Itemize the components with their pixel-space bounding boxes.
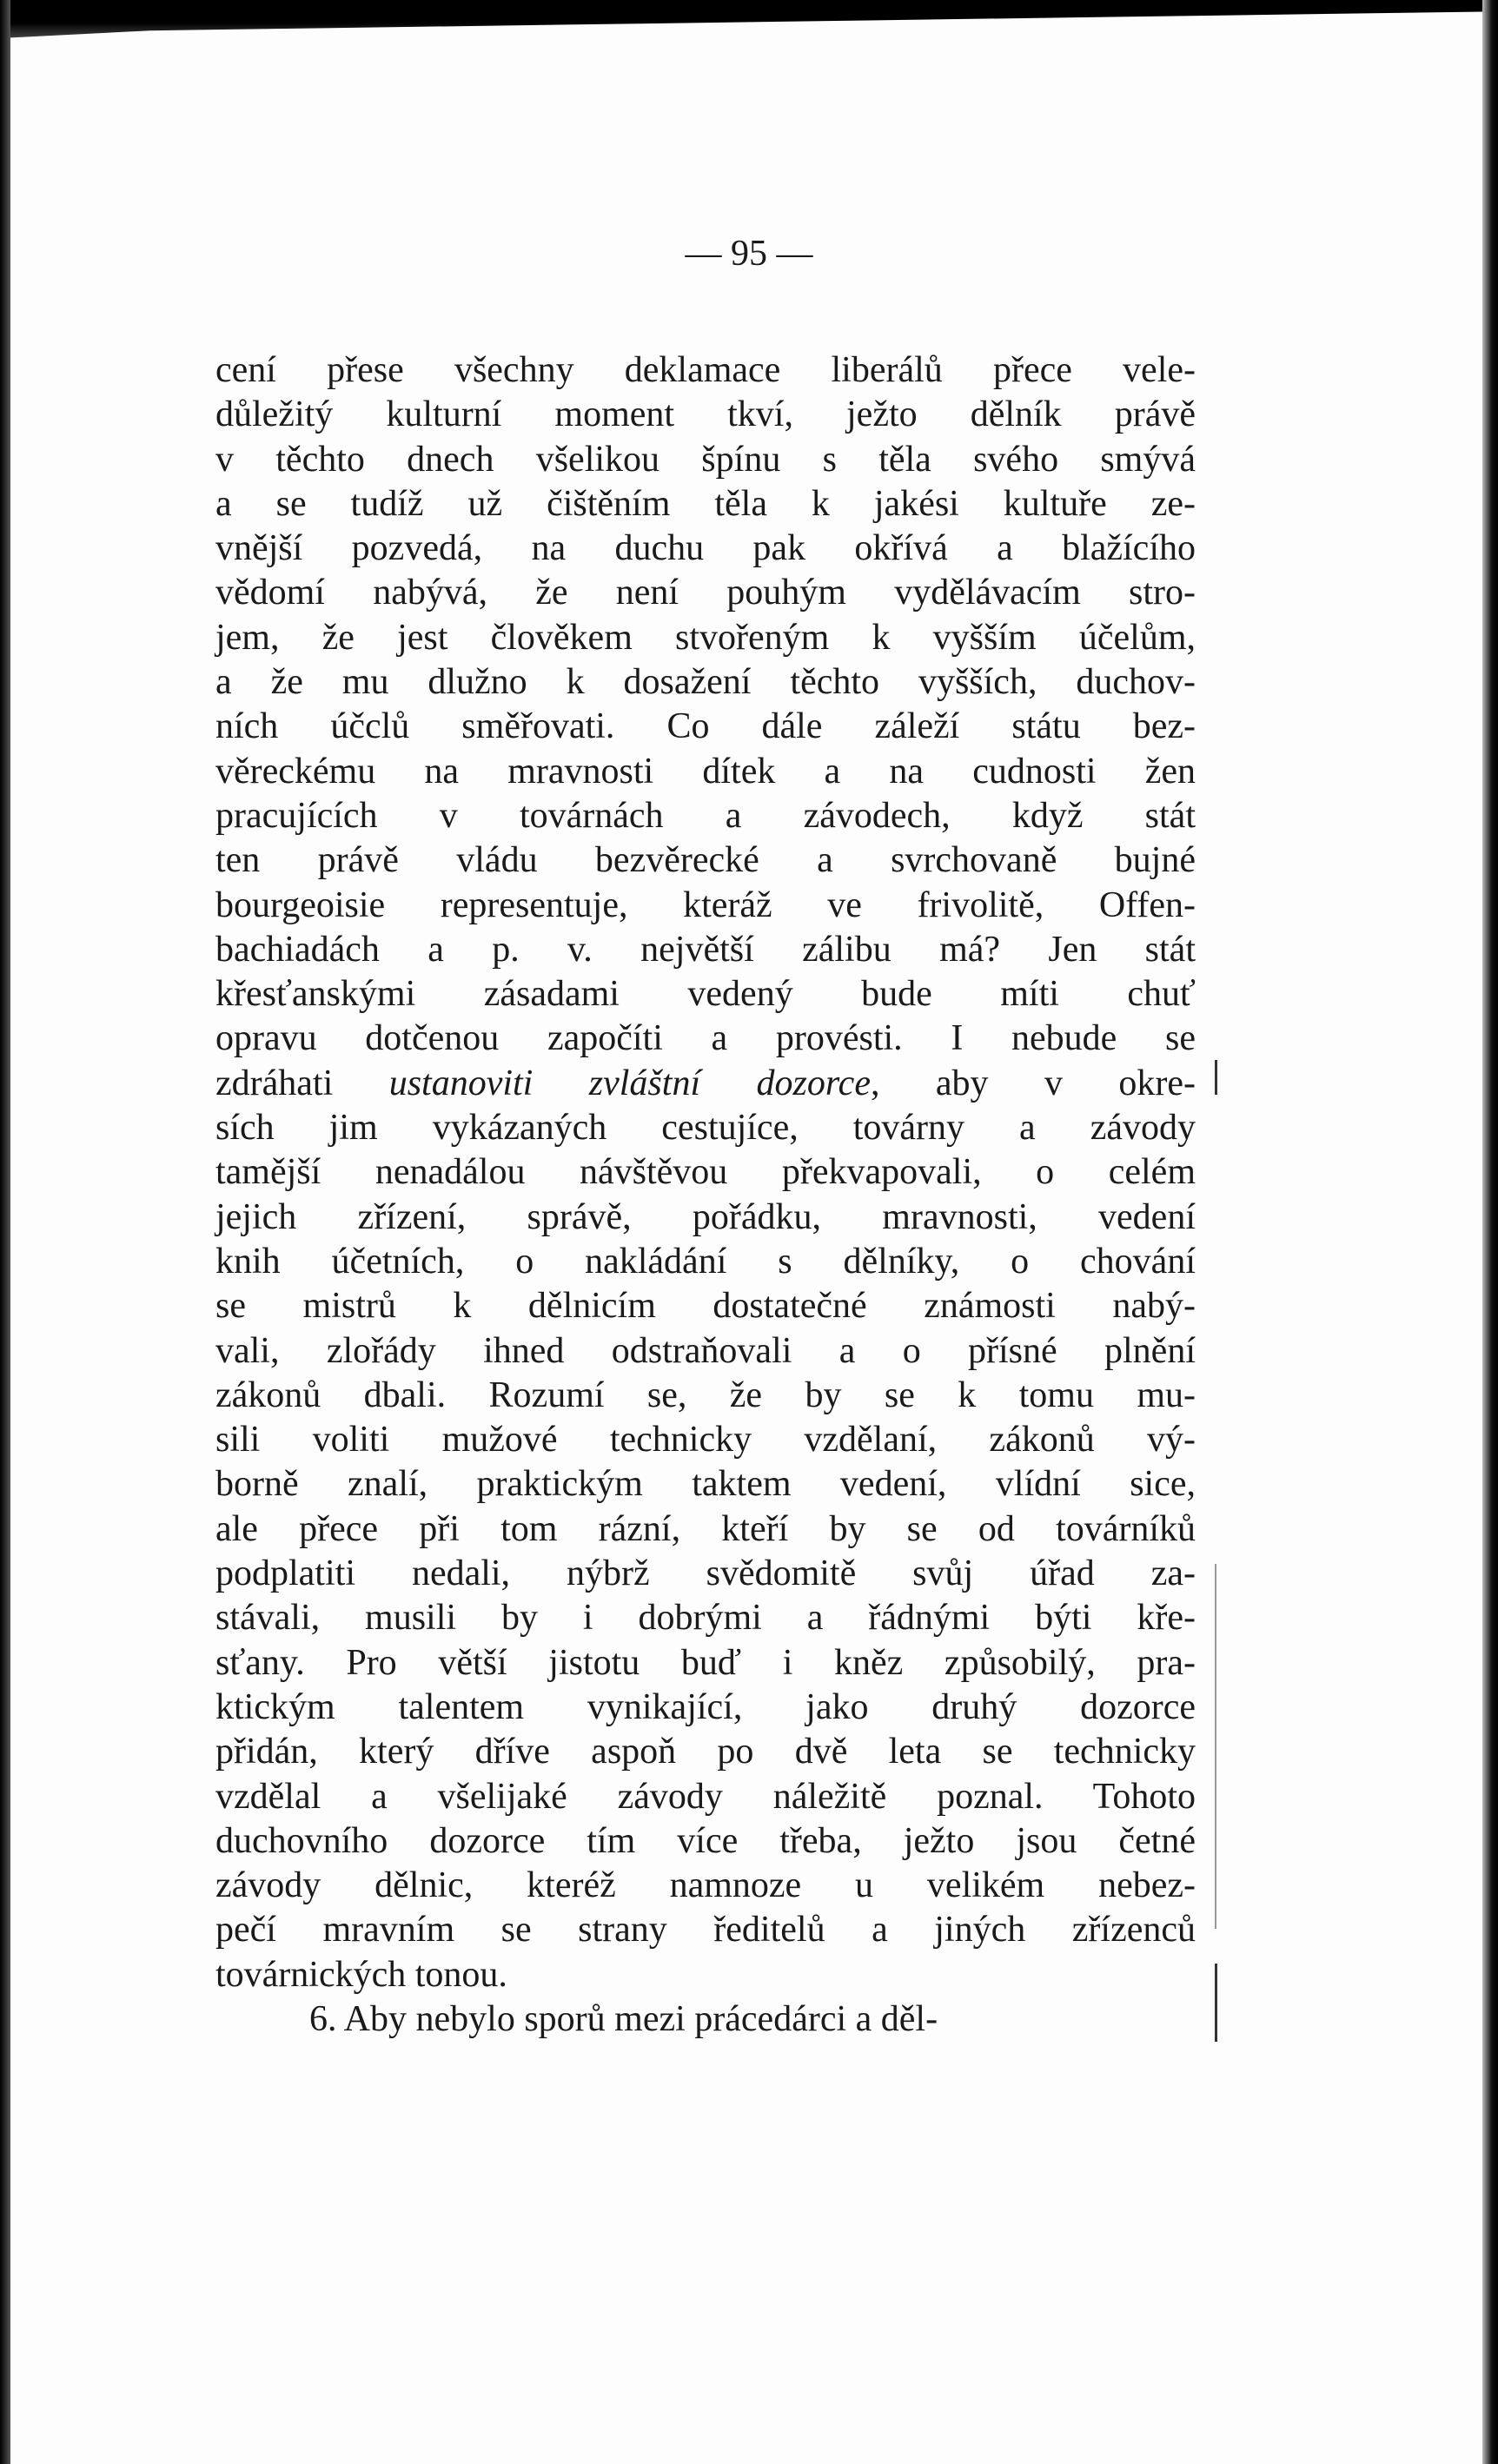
text-line (215, 1062, 1196, 1106)
text-line: továrnických tonou. (215, 1954, 507, 1995)
text-line: vali, zlořády ihned odstraňovali a o přísné plnění (215, 1330, 1196, 1371)
text-line: borně znalí, praktickým taktem vedení, vlídní sice, (215, 1464, 1196, 1505)
text-line: duchovního dozorce tím více třeba, ježto jsou četné (215, 1820, 1196, 1861)
text-line: bachiadách a p. v. největší zálibu má? Jen stát (215, 929, 1196, 970)
text-span: , aby v okre- (870, 1063, 1196, 1103)
text-line: ktickým talentem vynikající, jako druhý dozorce (215, 1686, 1196, 1727)
text-line: ních účclů směřovati. Co dále záleží státu bez- (215, 706, 1196, 747)
scan-left-edge (0, 0, 10, 2464)
text-line: se mistrů k dělnicím dostatečné známosti nabý- (215, 1286, 1196, 1327)
text-line: 6. Aby nebylo sporů mezi prácedárci a děl- (309, 1998, 938, 2039)
text-line: v těchto dnech všelikou špínu s těla svého smývá (215, 439, 1196, 480)
text-line: knih účetních, o nakládání s dělníky, o chování (215, 1241, 1196, 1282)
text-line: přidán, který dříve aspoň po dvě leta se technicky (215, 1732, 1196, 1772)
margin-mark (1215, 1564, 1216, 1929)
body-text (215, 348, 1196, 2042)
scan-right-edge (1482, 0, 1498, 2464)
text-line: zákonů dbali. Rozumí se, že by se k tomu mu- (215, 1374, 1196, 1415)
text-line: vzdělal a všelijaké závody náležitě poznal. Tohoto (215, 1776, 1196, 1817)
margin-mark (1215, 1964, 1217, 2042)
text-line: ten právě vládu bezvěrecké a svrchovaně bujné (215, 840, 1196, 881)
text-line: cení přese všechny deklamace liberálů přece vele- (215, 350, 1196, 390)
text-line: vědomí nabývá, že není pouhým vydělávacím stro- (215, 573, 1196, 613)
text-line: pečí mravním se strany ředitelů a jiných zřízenců (215, 1910, 1196, 1951)
text-line: důležitý kulturní moment tkví, ježto dělník právě (215, 394, 1196, 435)
text-line: bourgeoisie representuje, kteráž ve frivolitě, Offen- (215, 884, 1196, 925)
text-line: podplatiti nedali, nýbrž svědomitě svůj úřad za- (215, 1553, 1196, 1594)
text-line: jejich zřízení, správě, pořádku, mravnosti, vedení (215, 1196, 1196, 1237)
text-line: křesťanskými zásadami vedený bude míti chuť (215, 974, 1196, 1015)
text-line: opravu dotčenou započíti a provésti. I nebude se (215, 1018, 1196, 1059)
margin-mark (1215, 1060, 1217, 1095)
page-number: — 95 — (685, 234, 813, 274)
text-span: zdráhati (215, 1063, 389, 1103)
text-line: stávali, musili by i dobrými a řádnými býti kře- (215, 1598, 1196, 1639)
text-line: sili voliti mužové technicky vzdělaní, zákonů vý- (215, 1420, 1196, 1461)
text-line: ale přece při tom rázní, kteří by se od továrníků (215, 1508, 1196, 1549)
text-line: věreckému na mravnosti dítek a na cudnosti žen (215, 751, 1196, 792)
text-line: sích jim vykázaných cestujíce, továrny a závody (215, 1108, 1196, 1149)
text-line: tamější nenadálou návštěvou překvapovali, o celém (215, 1152, 1196, 1193)
text-line: a se tudíž už čištěním těla k jakési kultuře ze- (215, 483, 1196, 524)
text-line: jem, že jest člověkem stvořeným k vyšším účelům, (215, 617, 1196, 658)
emphasized-text: ustanoviti zvláštní dozorce (388, 1063, 871, 1103)
text-line: vnější pozvedá, na duchu pak okřívá a blažícího (215, 528, 1196, 569)
scan-top-edge (0, 0, 1498, 38)
text-line: závody dělnic, kteréž namnoze u velikém nebez- (215, 1865, 1196, 1906)
text-line: pracujících v továrnách a závodech, když stát (215, 795, 1196, 836)
text-line: sťany. Pro větší jistotu buď i kněz způsobilý, pra- (215, 1642, 1196, 1683)
text-line: a že mu dlužno k dosažení těchto vyšších, duchov- (215, 662, 1196, 703)
